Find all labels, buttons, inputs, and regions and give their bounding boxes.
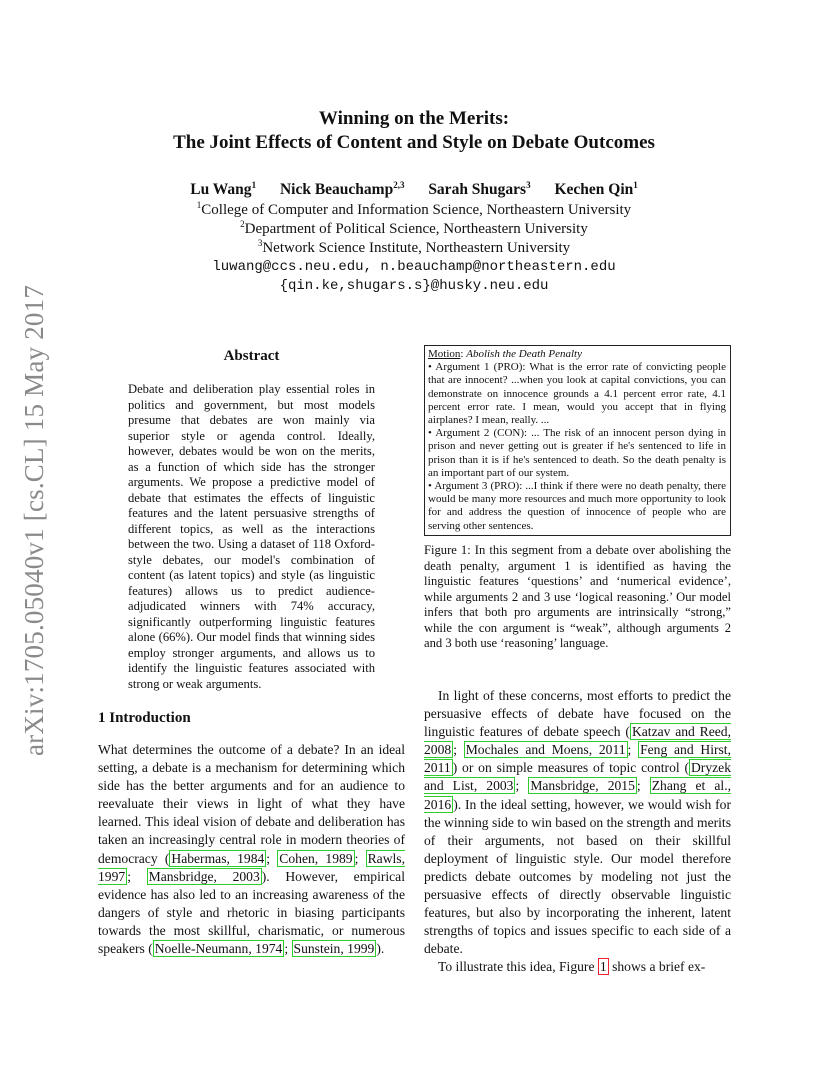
author-list [100, 181, 728, 199]
citation-link[interactable]: Sunstein, 1999 [293, 941, 375, 957]
citation-link[interactable]: Rawls, 1997 [98, 850, 405, 884]
author: Nick Beauchamp$^{2,3}$ [279, 179, 405, 198]
figure-1-motion-box [424, 345, 731, 536]
figure-1-caption: Figure 1: In this segment from a debate over abolishing the death penalty, argument 1 is identified as having the linguistic features ‘questions’ and ‘numerical evidence’, while arguments 2 and 3 use ‘logical reasoning.’ Our model infers that both pro arguments are intrinsically “strong,” while the con argument is “weak”, although arguments 2 and 3 both use ‘reasoning’ language. [424, 543, 731, 650]
citation-link[interactable]: Mansbridge, 2003 [148, 868, 260, 884]
author-emails: luwang@ccs.neu.edu, n.beauchamp@northeastern.edu {qin.ke,shugars.s}@husky.neu.edu [212, 259, 616, 294]
author: Kechen Qin$^1$ [554, 179, 638, 198]
abstract-text: Debate and deliberation play essential roles in politics and government, but most models presume that debates are won mainly via superior style or agenda control. Ideally, however, debates would be won on the merits, as a function of which side has the stronger arguments. We propose a predictive model of debate that estimates the effects of linguistic features and the latent persuasive strengths of different topics, as well as the interactions between the two. Using a dataset of 118 Oxford-style debates, our model's combination of content (as latent topics) and style (as linguistic features) allows us to predict audience-adjudicated winners with 74% accuracy, significantly outperforming linguistic features alone (66%). Our model finds that winning sides employ stronger arguments, and allows us to identify the linguistic features associated with strong or weak arguments. [128, 382, 375, 691]
affiliation: $^1$College of Computer and Information Science, Northeastern University [196, 200, 632, 218]
citation-link[interactable]: Mochales and Moens, 2011 [465, 742, 626, 758]
citation-link[interactable]: Dryzek and List, 2003 [424, 760, 731, 794]
right-column-paragraph: In light of these concerns, most efforts to predict the persuasive effects of debate have focused on the linguistic features of debate speech ( Katzav and Reed, 2008 ; Mochales and Moens, 2011 ; Feng and Hirst, 2011 ) or on simple measures of topic control ( Dryzek and List, 2003 ; Mansbridge, 2015 ; Zhang et al., 2016 ). In the ideal setting, however, we would wish for the winning side to win based on the strength and merits of their arguments, not based on their skillful deployment of linguistic style. Our model therefore predicts debate outcomes by modeling not just the persuasive effects of directly observable linguistic features, but also by incorporating the inherent, latent strengths of topics and issues specific to each side of a debate. To illustrate this idea, Figure 1 shows a brief ex- [424, 688, 731, 975]
citation-link[interactable]: Noelle-Neumann, 1974 [154, 941, 283, 957]
abstract-heading: Abstract [223, 348, 280, 364]
affiliations [100, 201, 728, 258]
intro-paragraph-1: What determines the outcome of a debate? In an ideal setting, a debate is a mechanism for determining which side has the better arguments and for an audience to reevaluate their views in light of what they have learned. This ideal vision of debate and deliberation has taken an increasingly central role in modern theories of democracy ( Habermas, 1984 ; Cohen, 1989 ; Rawls, 1997 ; Mansbridge, 2003 ). However, empirical evidence has also led to an increasing awareness of the dangers of style and rhetoric in biasing participants towards the most skillful, charismatic, or numerous speakers ( Noelle-Neumann, 1974 ; Sunstein, 1999 ). [98, 742, 405, 957]
citation-link[interactable]: Cohen, 1989 [279, 850, 353, 866]
section-heading-introduction: 1 Introduction [98, 710, 191, 726]
argument-2: • Argument 2 (CON): ... The risk of an innocent person dying in prison and never getting out is greater if he's sentenced to life in prison than it is if he's sentenced to death. So the death penalty is an important part of our system. [428, 427, 727, 479]
citation-link[interactable]: Mansbridge, 2015 [530, 778, 635, 794]
citation-link[interactable]: Zhang et al., 2016 [424, 778, 731, 812]
figure-reference-link[interactable]: 1 [599, 959, 607, 975]
citation-link[interactable]: Habermas, 1984 [171, 850, 265, 866]
author: Sarah Shugars$^3$ [428, 179, 531, 198]
argument-3: • Argument 3 (PRO): ...I think if there were no death penalty, there would be many more resources and much more opportunity to look for and address the question of innocence of people who are serving other sentences. [428, 480, 726, 532]
paper-title: Winning on the Merits: The Joint Effects of Content and Style on Debate Outcomes [173, 108, 655, 153]
citation-link[interactable]: Katzav and Reed, 2008 [424, 724, 731, 758]
affiliation: $^3$Network Science Institute, Northeastern University [257, 238, 571, 256]
motion-title: Motion: Abolish the Death Penalty [428, 348, 582, 360]
author: Lu Wang$^1$ [190, 179, 257, 198]
arxiv-identifier: arXiv:1705.05040v1 [cs.CL] 15 May 2017 [19, 284, 50, 756]
argument-1: • Argument 1 (PRO): What is the error rate of convicting people that are innocent? ...when you look at capital convictions, you can demonstrate on innocence grounds a 4.1 percent error rate, 4.1 percent error rate. I mean, would you accept that in flying airplanes? I mean, really. ... [428, 361, 726, 427]
affiliation: $^2$Department of Political Science, Northeastern University [240, 219, 588, 237]
citation-link[interactable]: Feng and Hirst, 2011 [424, 742, 731, 776]
